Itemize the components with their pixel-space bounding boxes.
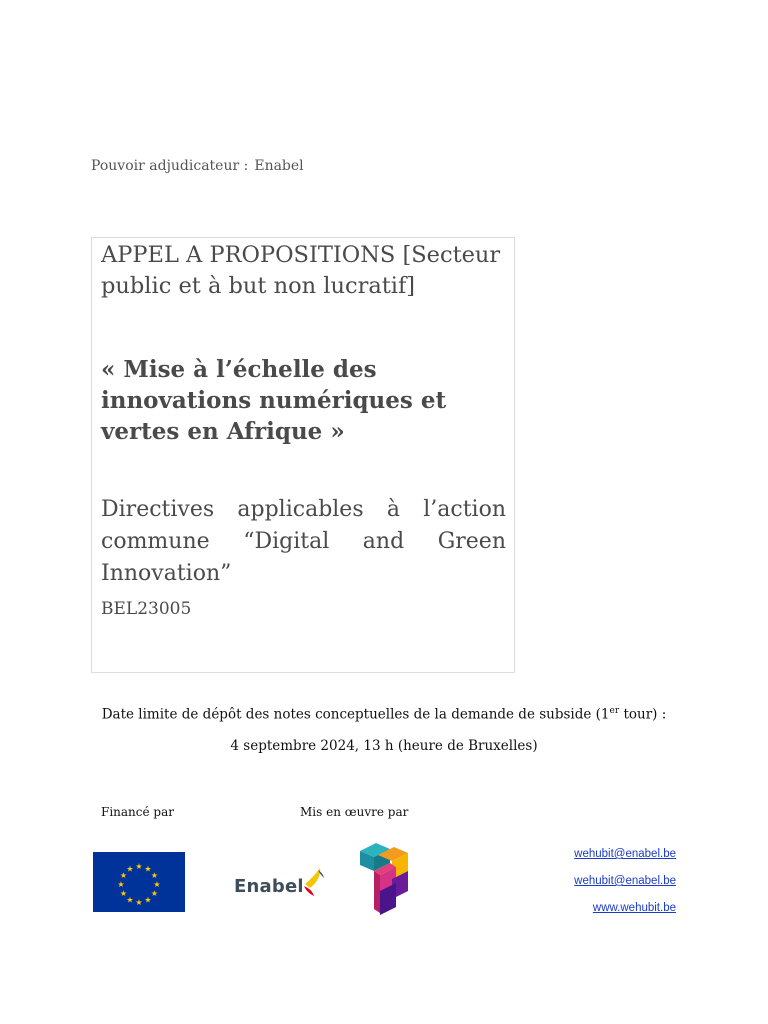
svg-text:★: ★ [153,880,161,889]
svg-text:★: ★ [135,862,143,871]
contact-links [574,848,676,929]
email-link-2[interactable]: wehubit@enabel.be [574,875,676,887]
enabel-swoosh-icon [302,866,326,896]
program-title: « Mise à l’échelle des innovations numériques et vertes en Afrique » [101,356,447,445]
guidelines-title: Directives applicables à l’action commune “Digital and Green Innovation” [101,497,506,586]
reference-code: BEL23005 [101,599,192,619]
svg-text:★: ★ [150,871,159,880]
implemented-by-label: Mis en œuvre par [300,805,409,819]
authority-label: Pouvoir adjudicateur : [91,158,249,174]
eu-stars-icon [93,852,185,912]
deadline-superscript: er [609,706,620,716]
call-title: APPEL A PROPOSITIONS [Secteur public et à but non lucratif] [101,242,501,299]
financed-by-label: Financé par [101,805,174,819]
enabel-logo [234,866,329,902]
title-box [91,237,515,673]
enabel-logo-text: Enabel [234,876,304,897]
deadline-label [0,706,768,723]
svg-text:★: ★ [144,895,152,905]
deadline-text-end: tour) : [619,706,667,723]
svg-text:★: ★ [126,864,134,874]
svg-text:★: ★ [135,898,143,907]
svg-text:★: ★ [119,871,128,880]
svg-text:★: ★ [144,864,152,874]
deadline-date: 4 septembre 2024, 13 h (heure de Bruxelles) [230,738,538,754]
website-link[interactable]: www.wehubit.be [592,902,676,914]
deadline-text-start: Date limite de dépôt des notes conceptuelles de la demande de subside (1 [101,706,610,723]
authority-value: Enabel [254,158,304,174]
email-link-1[interactable]: wehubit@enabel.be [574,848,676,860]
svg-text:★: ★ [117,880,125,889]
contracting-authority [91,158,304,174]
svg-text:★: ★ [119,889,128,898]
svg-text:★: ★ [150,889,159,898]
eu-flag-logo [93,852,185,912]
wehubit-logo [356,841,412,917]
wehubit-cube-icon [356,841,412,917]
svg-text:★: ★ [126,895,134,905]
